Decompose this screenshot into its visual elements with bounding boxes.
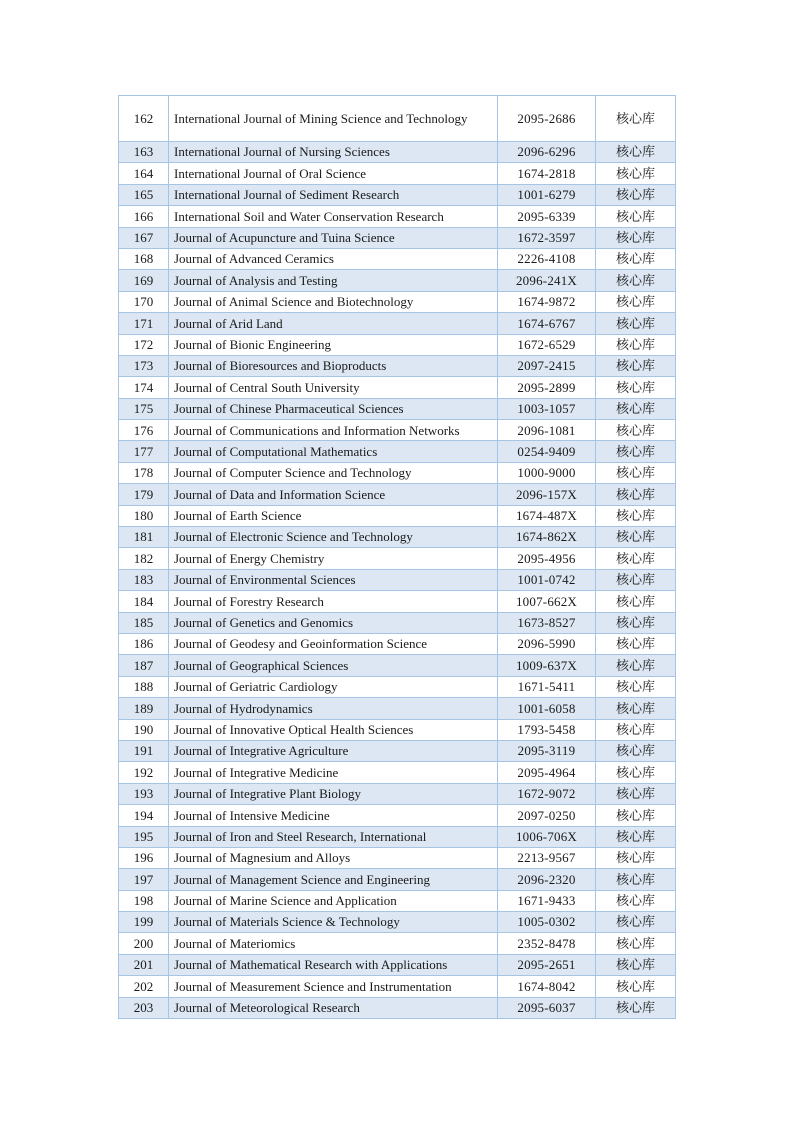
table-row — [119, 527, 676, 548]
issn-value: 2096-1081 — [498, 420, 596, 441]
journal-name: Journal of Materials Science & Technology — [169, 912, 498, 933]
issn-value: 2095-2686 — [498, 96, 596, 142]
journal-name: Journal of Computational Mathematics — [169, 441, 498, 462]
journal-name: Journal of Measurement Science and Instrumentation — [169, 976, 498, 997]
row-number: 173 — [119, 355, 169, 376]
issn-value: 1005-0302 — [498, 912, 596, 933]
table-row — [119, 976, 676, 997]
table-row — [119, 248, 676, 269]
issn-value: 2095-6037 — [498, 997, 596, 1018]
issn-value: 1007-662X — [498, 591, 596, 612]
issn-value: 2096-241X — [498, 270, 596, 291]
table-row — [119, 291, 676, 312]
core-library-label: 核心库 — [596, 355, 676, 376]
row-number: 171 — [119, 313, 169, 334]
core-library-label: 核心库 — [596, 740, 676, 761]
row-number: 175 — [119, 398, 169, 419]
journal-name: International Soil and Water Conservation Research — [169, 206, 498, 227]
row-number: 195 — [119, 826, 169, 847]
issn-value: 2095-2651 — [498, 954, 596, 975]
row-number: 164 — [119, 163, 169, 184]
row-number: 162 — [119, 96, 169, 142]
core-library-label: 核心库 — [596, 805, 676, 826]
journal-name: Journal of Chinese Pharmaceutical Sciences — [169, 398, 498, 419]
row-number: 189 — [119, 698, 169, 719]
issn-value: 1001-6279 — [498, 184, 596, 205]
journal-name: Journal of Geodesy and Geoinformation Science — [169, 633, 498, 654]
issn-value: 1001-6058 — [498, 698, 596, 719]
table-row — [119, 954, 676, 975]
journal-name: Journal of Genetics and Genomics — [169, 612, 498, 633]
table-row — [119, 420, 676, 441]
row-number: 201 — [119, 954, 169, 975]
core-library-label: 核心库 — [596, 334, 676, 355]
table-row — [119, 227, 676, 248]
issn-value: 1000-9000 — [498, 462, 596, 483]
core-library-label: 核心库 — [596, 184, 676, 205]
table-row — [119, 612, 676, 633]
table-row — [119, 698, 676, 719]
row-number: 176 — [119, 420, 169, 441]
issn-value: 2095-4956 — [498, 548, 596, 569]
core-library-label: 核心库 — [596, 142, 676, 163]
core-library-label: 核心库 — [596, 441, 676, 462]
row-number: 183 — [119, 569, 169, 590]
issn-value: 0254-9409 — [498, 441, 596, 462]
table-row — [119, 826, 676, 847]
table-row — [119, 933, 676, 954]
issn-value: 1672-3597 — [498, 227, 596, 248]
core-library-label: 核心库 — [596, 762, 676, 783]
journal-name: Journal of Geographical Sciences — [169, 655, 498, 676]
issn-value: 1674-862X — [498, 527, 596, 548]
journal-name: International Journal of Mining Science and Technology — [169, 96, 498, 142]
table-row — [119, 869, 676, 890]
row-number: 191 — [119, 740, 169, 761]
journal-name: Journal of Electronic Science and Technology — [169, 527, 498, 548]
core-library-label: 核心库 — [596, 377, 676, 398]
journal-list-table — [118, 95, 676, 1019]
row-number: 196 — [119, 847, 169, 868]
row-number: 186 — [119, 633, 169, 654]
issn-value: 1793-5458 — [498, 719, 596, 740]
core-library-label: 核心库 — [596, 826, 676, 847]
core-library-label: 核心库 — [596, 96, 676, 142]
issn-value: 2096-157X — [498, 484, 596, 505]
row-number: 197 — [119, 869, 169, 890]
issn-value: 1672-9072 — [498, 783, 596, 804]
journal-name: Journal of Intensive Medicine — [169, 805, 498, 826]
journal-name: Journal of Mathematical Research with Applications — [169, 954, 498, 975]
table-row — [119, 591, 676, 612]
issn-value: 2226-4108 — [498, 248, 596, 269]
core-library-label: 核心库 — [596, 633, 676, 654]
row-number: 182 — [119, 548, 169, 569]
journal-name: Journal of Analysis and Testing — [169, 270, 498, 291]
core-library-label: 核心库 — [596, 527, 676, 548]
issn-value: 1003-1057 — [498, 398, 596, 419]
journal-table-body — [119, 96, 676, 1019]
row-number: 169 — [119, 270, 169, 291]
table-row — [119, 441, 676, 462]
issn-value: 2097-0250 — [498, 805, 596, 826]
core-library-label: 核心库 — [596, 612, 676, 633]
table-row — [119, 912, 676, 933]
table-row — [119, 462, 676, 483]
journal-name: Journal of Advanced Ceramics — [169, 248, 498, 269]
core-library-label: 核心库 — [596, 912, 676, 933]
journal-name: Journal of Integrative Agriculture — [169, 740, 498, 761]
journal-name: International Journal of Oral Science — [169, 163, 498, 184]
issn-value: 1674-2818 — [498, 163, 596, 184]
row-number: 174 — [119, 377, 169, 398]
table-row — [119, 548, 676, 569]
journal-name: Journal of Bioresources and Bioproducts — [169, 355, 498, 376]
row-number: 172 — [119, 334, 169, 355]
issn-value: 2213-9567 — [498, 847, 596, 868]
row-number: 188 — [119, 676, 169, 697]
core-library-label: 核心库 — [596, 398, 676, 419]
core-library-label: 核心库 — [596, 719, 676, 740]
core-library-label: 核心库 — [596, 505, 676, 526]
issn-value: 1674-8042 — [498, 976, 596, 997]
row-number: 184 — [119, 591, 169, 612]
row-number: 192 — [119, 762, 169, 783]
issn-value: 1009-637X — [498, 655, 596, 676]
table-row — [119, 847, 676, 868]
core-library-label: 核心库 — [596, 227, 676, 248]
issn-value: 1671-9433 — [498, 890, 596, 911]
core-library-label: 核心库 — [596, 291, 676, 312]
core-library-label: 核心库 — [596, 698, 676, 719]
journal-name: Journal of Iron and Steel Research, International — [169, 826, 498, 847]
journal-name: Journal of Central South University — [169, 377, 498, 398]
core-library-label: 核心库 — [596, 783, 676, 804]
core-library-label: 核心库 — [596, 869, 676, 890]
row-number: 170 — [119, 291, 169, 312]
journal-name: Journal of Arid Land — [169, 313, 498, 334]
issn-value: 2096-6296 — [498, 142, 596, 163]
core-library-label: 核心库 — [596, 655, 676, 676]
journal-name: Journal of Bionic Engineering — [169, 334, 498, 355]
issn-value: 1674-6767 — [498, 313, 596, 334]
table-row — [119, 96, 676, 142]
row-number: 190 — [119, 719, 169, 740]
table-row — [119, 163, 676, 184]
table-row — [119, 740, 676, 761]
table-row — [119, 655, 676, 676]
issn-value: 2095-4964 — [498, 762, 596, 783]
journal-name: Journal of Acupuncture and Tuina Science — [169, 227, 498, 248]
core-library-label: 核心库 — [596, 933, 676, 954]
journal-name: Journal of Data and Information Science — [169, 484, 498, 505]
journal-name: International Journal of Sediment Research — [169, 184, 498, 205]
row-number: 180 — [119, 505, 169, 526]
core-library-label: 核心库 — [596, 847, 676, 868]
journal-name: Journal of Innovative Optical Health Sciences — [169, 719, 498, 740]
row-number: 198 — [119, 890, 169, 911]
table-row — [119, 484, 676, 505]
row-number: 178 — [119, 462, 169, 483]
journal-name: Journal of Management Science and Engineering — [169, 869, 498, 890]
journal-name: Journal of Energy Chemistry — [169, 548, 498, 569]
row-number: 168 — [119, 248, 169, 269]
row-number: 193 — [119, 783, 169, 804]
core-library-label: 核心库 — [596, 270, 676, 291]
journal-name: Journal of Earth Science — [169, 505, 498, 526]
core-library-label: 核心库 — [596, 484, 676, 505]
core-library-label: 核心库 — [596, 206, 676, 227]
row-number: 187 — [119, 655, 169, 676]
journal-name: Journal of Forestry Research — [169, 591, 498, 612]
core-library-label: 核心库 — [596, 676, 676, 697]
journal-name: Journal of Hydrodynamics — [169, 698, 498, 719]
core-library-label: 核心库 — [596, 591, 676, 612]
table-row — [119, 334, 676, 355]
table-row — [119, 762, 676, 783]
issn-value: 2352-8478 — [498, 933, 596, 954]
table-row — [119, 997, 676, 1018]
row-number: 165 — [119, 184, 169, 205]
core-library-label: 核心库 — [596, 420, 676, 441]
journal-name: Journal of Environmental Sciences — [169, 569, 498, 590]
table-row — [119, 206, 676, 227]
journal-name: Journal of Integrative Plant Biology — [169, 783, 498, 804]
core-library-label: 核心库 — [596, 976, 676, 997]
issn-value: 1674-487X — [498, 505, 596, 526]
journal-name: Journal of Magnesium and Alloys — [169, 847, 498, 868]
table-row — [119, 890, 676, 911]
table-row — [119, 398, 676, 419]
row-number: 202 — [119, 976, 169, 997]
journal-name: Journal of Communications and Information Networks — [169, 420, 498, 441]
row-number: 181 — [119, 527, 169, 548]
core-library-label: 核心库 — [596, 248, 676, 269]
row-number: 200 — [119, 933, 169, 954]
row-number: 203 — [119, 997, 169, 1018]
table-row — [119, 783, 676, 804]
journal-name: Journal of Materiomics — [169, 933, 498, 954]
row-number: 179 — [119, 484, 169, 505]
journal-name: International Journal of Nursing Sciences — [169, 142, 498, 163]
issn-value: 1674-9872 — [498, 291, 596, 312]
row-number: 177 — [119, 441, 169, 462]
core-library-label: 核心库 — [596, 890, 676, 911]
issn-value: 1672-6529 — [498, 334, 596, 355]
table-row — [119, 569, 676, 590]
table-row — [119, 505, 676, 526]
core-library-label: 核心库 — [596, 313, 676, 334]
table-row — [119, 676, 676, 697]
table-row — [119, 270, 676, 291]
row-number: 185 — [119, 612, 169, 633]
journal-name: Journal of Computer Science and Technology — [169, 462, 498, 483]
journal-name: Journal of Meteorological Research — [169, 997, 498, 1018]
table-row — [119, 184, 676, 205]
issn-value: 1673-8527 — [498, 612, 596, 633]
issn-value: 2095-6339 — [498, 206, 596, 227]
core-library-label: 核心库 — [596, 462, 676, 483]
core-library-label: 核心库 — [596, 548, 676, 569]
row-number: 199 — [119, 912, 169, 933]
journal-name: Journal of Marine Science and Application — [169, 890, 498, 911]
issn-value: 1001-0742 — [498, 569, 596, 590]
issn-value: 2096-5990 — [498, 633, 596, 654]
row-number: 163 — [119, 142, 169, 163]
row-number: 167 — [119, 227, 169, 248]
issn-value: 2097-2415 — [498, 355, 596, 376]
issn-value: 2095-3119 — [498, 740, 596, 761]
table-row — [119, 142, 676, 163]
issn-value: 1006-706X — [498, 826, 596, 847]
journal-name: Journal of Animal Science and Biotechnology — [169, 291, 498, 312]
issn-value: 2096-2320 — [498, 869, 596, 890]
table-row — [119, 805, 676, 826]
core-library-label: 核心库 — [596, 997, 676, 1018]
journal-name: Journal of Geriatric Cardiology — [169, 676, 498, 697]
issn-value: 2095-2899 — [498, 377, 596, 398]
table-row — [119, 313, 676, 334]
row-number: 166 — [119, 206, 169, 227]
table-row — [119, 719, 676, 740]
journal-name: Journal of Integrative Medicine — [169, 762, 498, 783]
core-library-label: 核心库 — [596, 163, 676, 184]
core-library-label: 核心库 — [596, 954, 676, 975]
table-row — [119, 377, 676, 398]
issn-value: 1671-5411 — [498, 676, 596, 697]
row-number: 194 — [119, 805, 169, 826]
table-row — [119, 355, 676, 376]
core-library-label: 核心库 — [596, 569, 676, 590]
table-row — [119, 633, 676, 654]
